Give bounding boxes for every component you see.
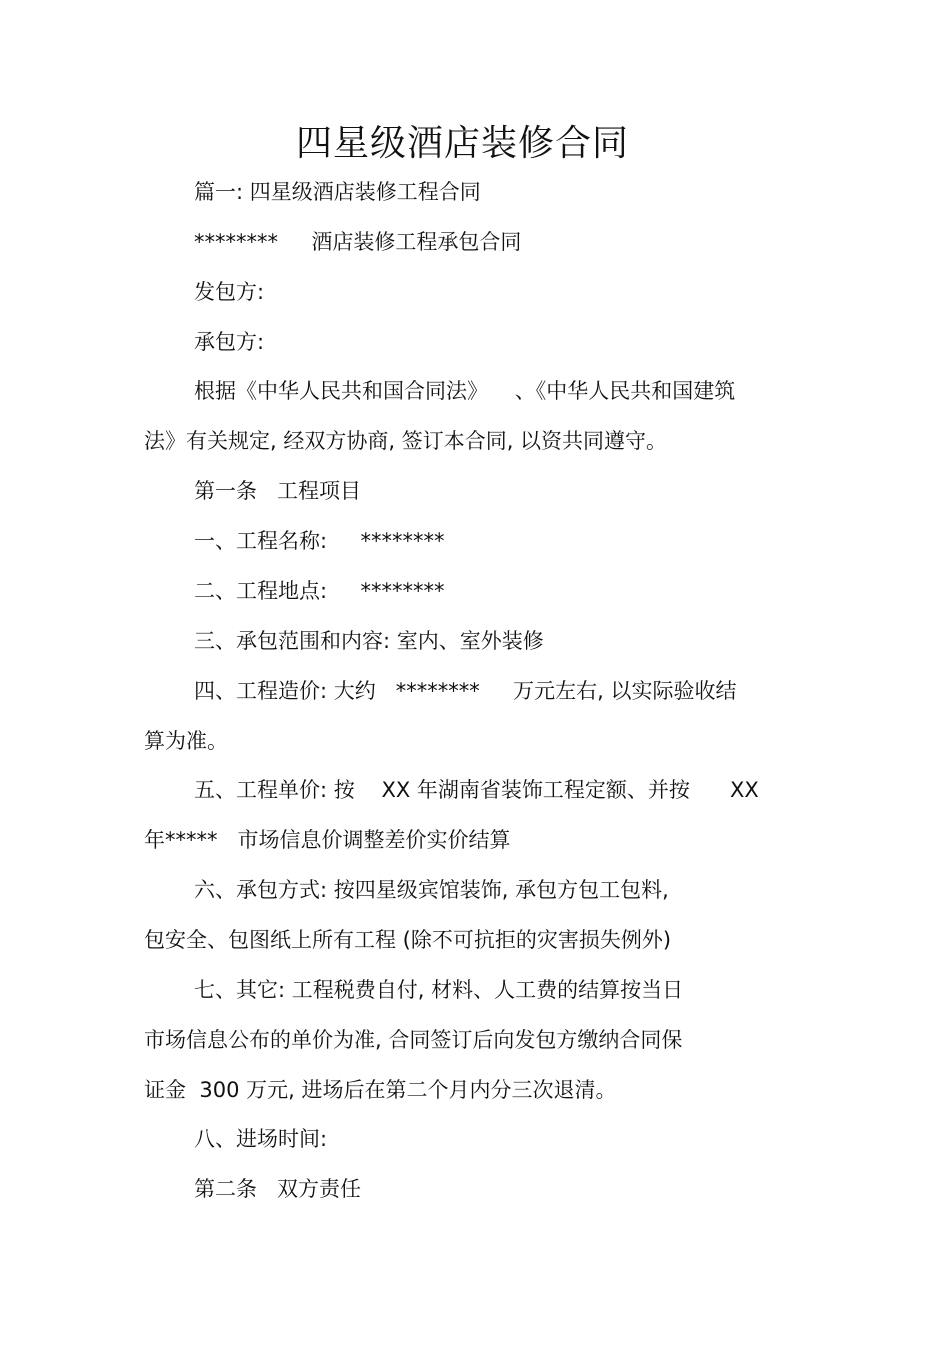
preamble-line-2: 法》有关规定, 经双方协商, 签订本合同, 以资共同遵守。	[144, 429, 668, 453]
unit-price-item-line-2: 年***** 市场信息价调整差价实价结算	[144, 828, 511, 852]
cost-item-line-2: 算为准。	[144, 729, 228, 753]
employer-field: 发包方:	[194, 280, 265, 304]
scope-item: 三、承包范围和内容: 室内、室外装修	[194, 629, 544, 653]
project-name-item: 一、工程名称: ********	[194, 529, 445, 553]
preamble-line-1: 根据《中华人民共和国合同法》 、《中华人民共和国建筑	[194, 379, 736, 403]
document-title: 四星级酒店装修合同	[295, 123, 629, 164]
other-item-line-2: 市场信息公布的单价为准, 合同签订后向发包方缴纳合同保	[144, 1028, 683, 1052]
section-heading: 篇一: 四星级酒店装修工程合同	[194, 180, 481, 204]
cost-item-line-1: 四、工程造价: 大约 ******** 万元左右, 以实际验收结	[194, 679, 737, 703]
other-item-line-3: 证金 300 万元, 进场后在第二个月内分三次退清。	[144, 1078, 617, 1102]
contract-mode-item-line-1: 六、承包方式: 按四星级宾馆装饰, 承包方包工包料,	[194, 878, 669, 902]
project-location-item: 二、工程地点: ********	[194, 579, 445, 603]
entry-time-item: 八、进场时间:	[194, 1127, 328, 1151]
contractor-field: 承包方:	[194, 330, 265, 354]
other-item-line-1: 七、其它: 工程税费自付, 材料、人工费的结算按当日	[194, 978, 684, 1002]
article-1-heading: 第一条 工程项目	[194, 479, 362, 503]
contract-mode-item-line-2: 包安全、包图纸上所有工程 (除不可抗拒的灾害损失例外)	[144, 928, 672, 952]
unit-price-item-line-1: 五、工程单价: 按 XX 年湖南省装饰工程定额、并按 XX	[194, 778, 759, 802]
article-2-heading: 第二条 双方责任	[194, 1177, 362, 1201]
contract-name-line: ******** 酒店装修工程承包合同	[194, 230, 522, 254]
